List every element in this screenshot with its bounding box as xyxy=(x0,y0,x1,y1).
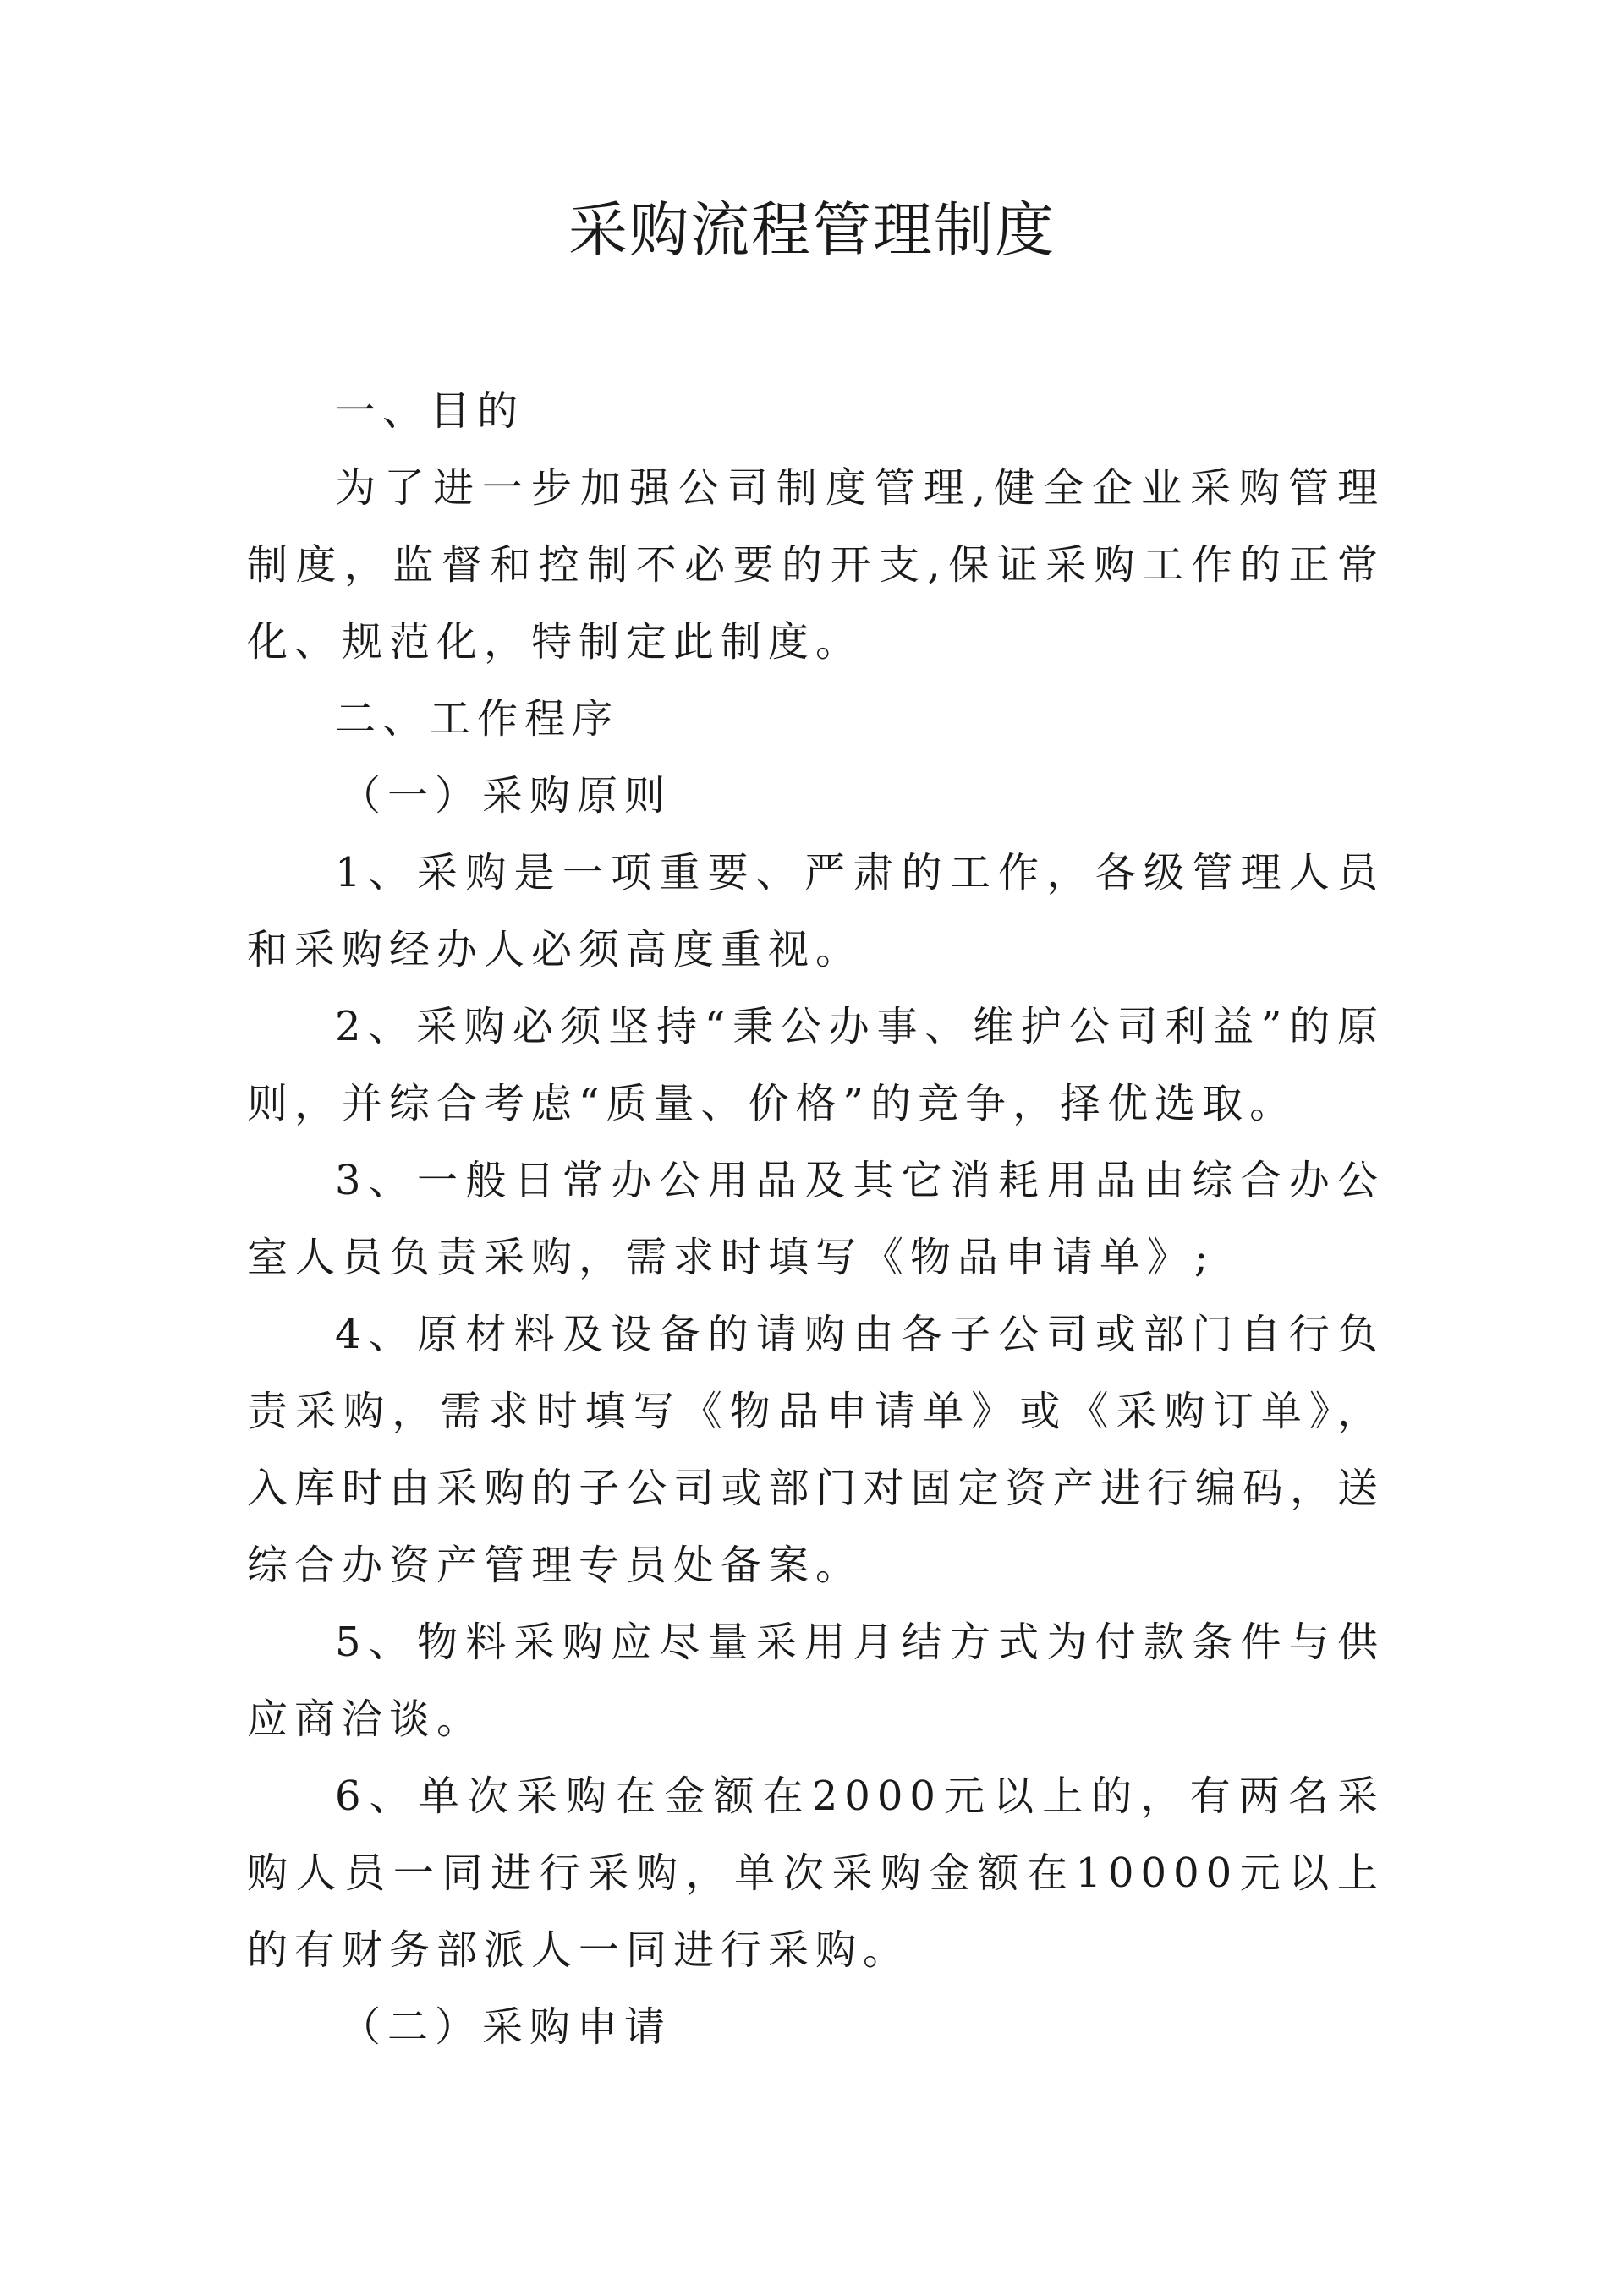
list-item-5: 5、物料采购应尽量采用月结方式为付款条件与供应商洽谈。 xyxy=(247,1619,1385,1743)
document-body xyxy=(247,373,1385,2066)
list-item-1: 1、采购是一项重要、严肃的工作，各级管理人员和采购经办人必须高度重视。 xyxy=(247,849,1385,973)
list-item-6: 6、单次采购在金额在2000元以上的，有两名采购人员一同进行采购，单次采购金额在10000元以上的有财务部派人一同进行采购。 xyxy=(247,1773,1385,1974)
purpose-paragraph: 为了进一步加强公司制度管理,健全企业采购管理制度，监督和控制不必要的开支,保证采购工作的正常化、规范化，特制定此制度。 xyxy=(247,464,1385,666)
section-heading-purpose: 一、目的 xyxy=(335,387,525,435)
list-item-3: 3、一般日常办公用品及其它消耗用品由综合办公室人员负责采购，需求时填写《物品申请单》; xyxy=(247,1157,1385,1281)
list-item-4: 4、原材料及设备的请购由各子公司或部门自行负责采购，需求时填写《物品申请单》或《采购订单》，入库时由采购的子公司或部门对固定资产进行编码，送综合办资产管理专员处备案。 xyxy=(247,1311,1385,1589)
subsection-heading-principles: （一）采购原则 xyxy=(340,772,672,819)
section-heading-procedure: 二、工作程序 xyxy=(335,695,620,743)
list-item-2: 2、采购必须坚持“秉公办事、维护公司利益”的原则，并综合考虑“质量、价格”的竞争，择优选取。 xyxy=(247,1003,1385,1127)
page-title: 采购流程管理制度 xyxy=(568,195,1056,265)
subsection-heading-application: （二）采购申请 xyxy=(340,2003,672,2051)
